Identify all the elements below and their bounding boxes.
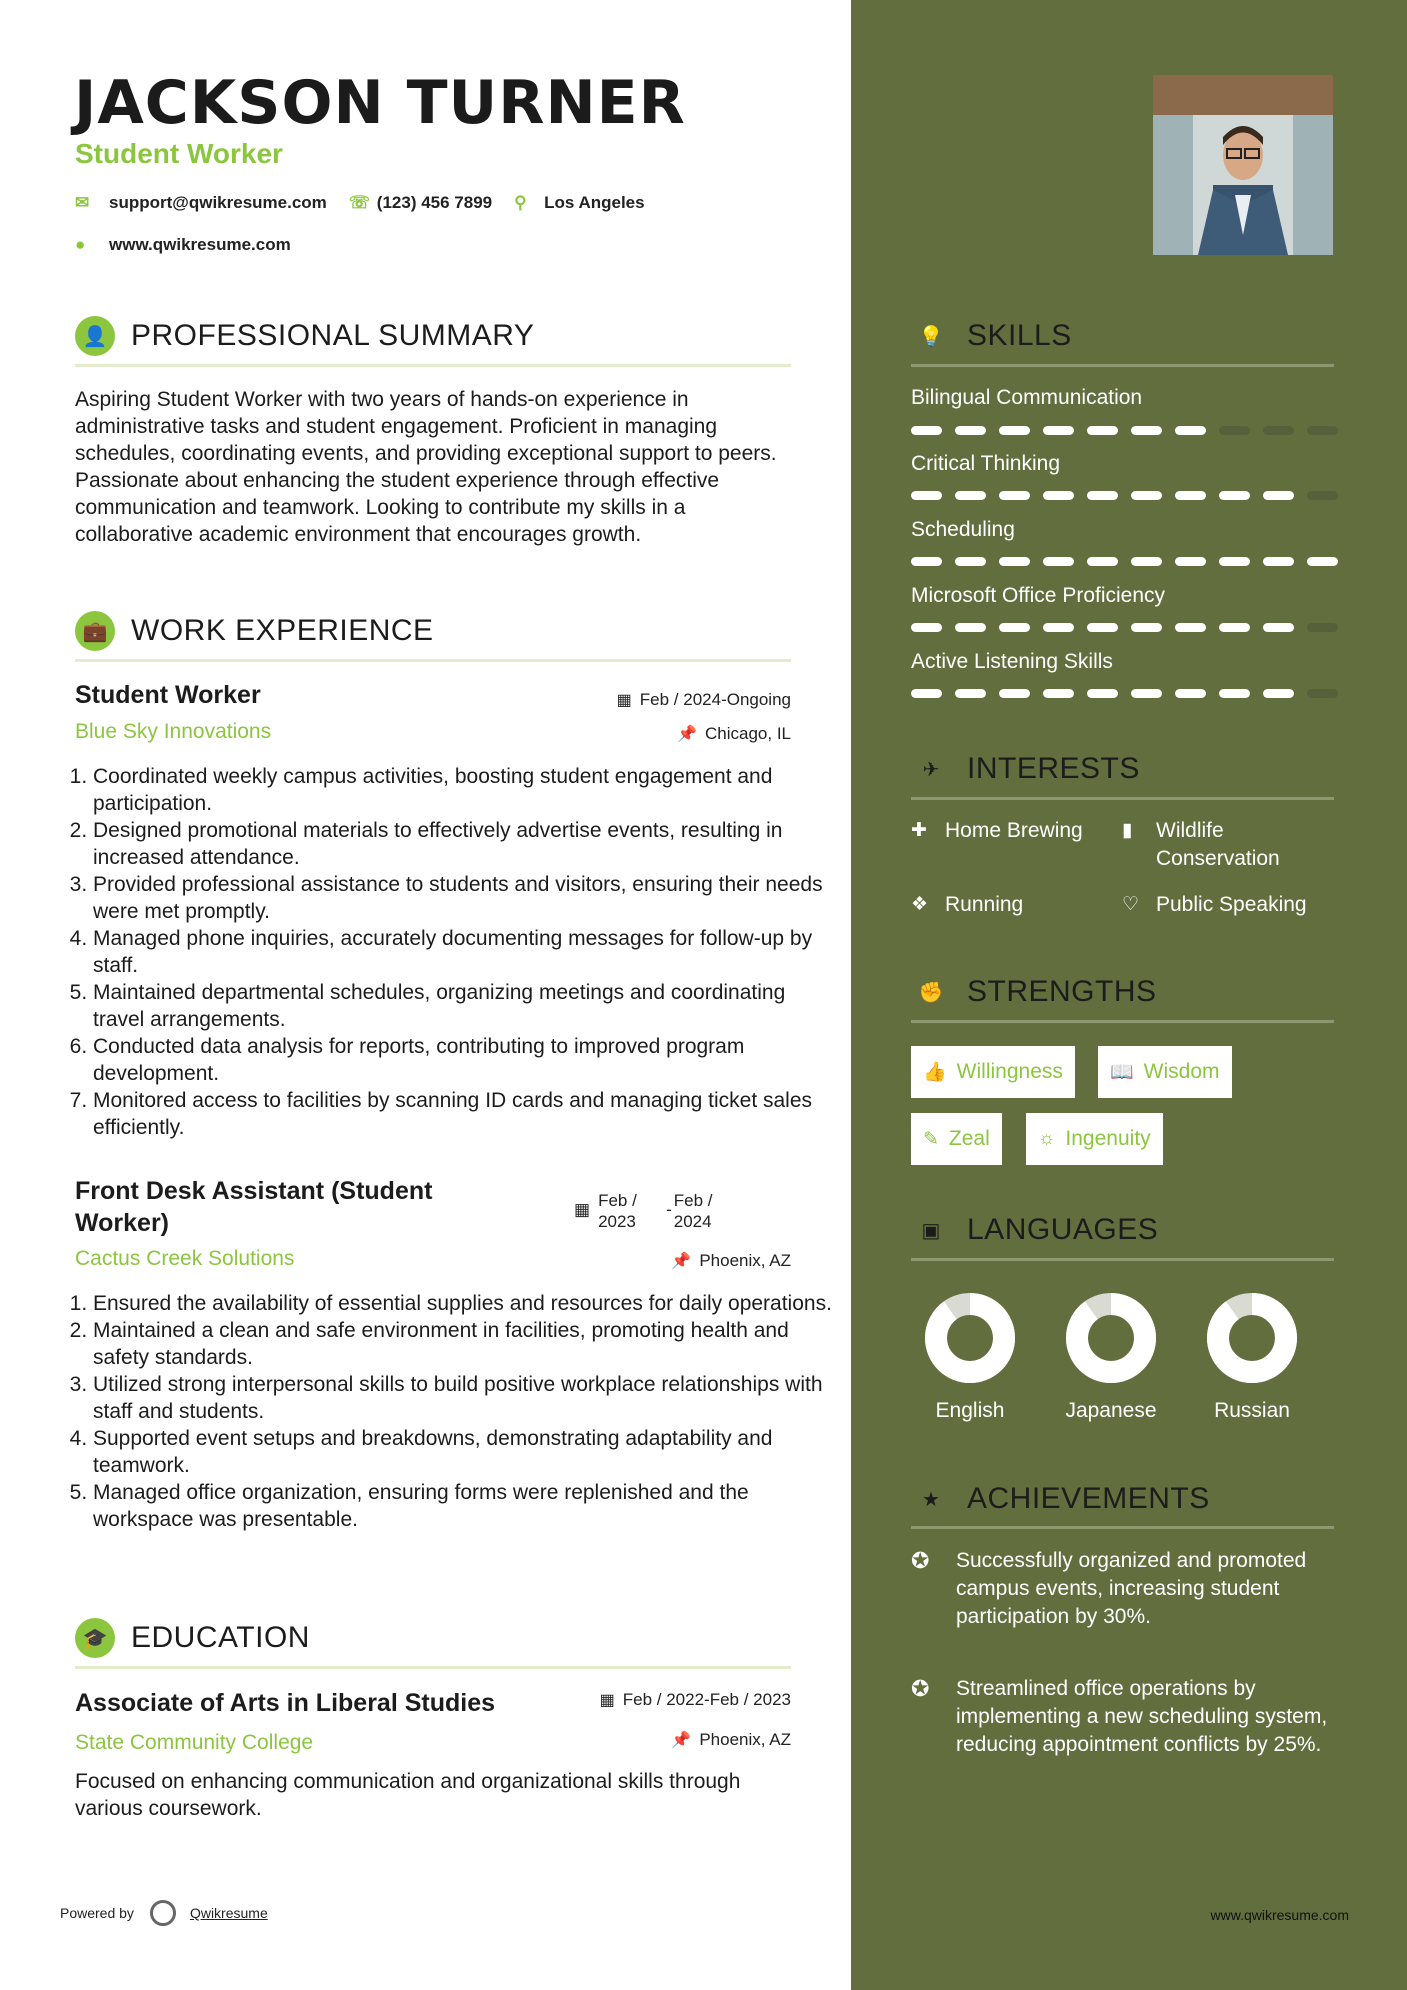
school-name: State Community College: [75, 1731, 314, 1754]
donut-fill: [1077, 1304, 1145, 1372]
lightbulb-icon: 💡: [918, 325, 944, 348]
powered-by-label: Powered by: [60, 1905, 134, 1921]
powered-by: [60, 1900, 268, 1926]
job-date-start: Feb / 2023: [598, 1191, 637, 1231]
skill-dash: [1219, 557, 1250, 566]
degree-title: Associate of Arts in Liberal Studies: [75, 1689, 496, 1717]
skill-dash: [1087, 689, 1118, 698]
pen-icon: ✎: [923, 1128, 939, 1150]
skill-dash: [1043, 689, 1074, 698]
pin-icon: 📌: [671, 1732, 692, 1749]
skill-level-bar: [911, 623, 1351, 632]
experience-heading: [75, 611, 434, 651]
skills-heading: [911, 316, 1072, 356]
paper-plane-icon: ✈: [922, 758, 940, 781]
skill-dash: [1175, 689, 1206, 698]
list-item: 2. Maintained a clean and safe environment in facilities, promoting health and safety standards.: [93, 1317, 833, 1371]
skill-dash: [999, 426, 1030, 435]
calendar-icon: ▦: [574, 1200, 591, 1219]
job-date-end: Feb / 2024: [673, 1191, 713, 1231]
briefcase-icon: 💼: [75, 611, 115, 651]
interest-item: [911, 817, 1083, 845]
skill-dash: [1131, 426, 1162, 435]
skill-name: Bilingual Communication: [911, 386, 1143, 409]
skill-dash: [1175, 623, 1206, 632]
interest-label: Home Brewing: [945, 819, 1083, 842]
skill-dash: [1175, 491, 1206, 500]
skill-dash: [955, 557, 986, 566]
language-name: Russian: [1214, 1399, 1290, 1422]
languages-heading: [911, 1210, 1158, 1250]
divider: [75, 364, 791, 367]
section-title: STRENGTHS: [967, 975, 1157, 1008]
website-link[interactable]: www.qwikresume.com: [109, 235, 291, 254]
skill-dash: [999, 557, 1030, 566]
job-location-text: Phoenix, AZ: [699, 1251, 791, 1270]
donut-fill: [1218, 1304, 1286, 1372]
strength-label: Wisdom: [1143, 1060, 1220, 1083]
skill-dash: [1087, 557, 1118, 566]
skill-dash: [999, 491, 1030, 500]
job-location: [671, 1251, 791, 1271]
skill-dash: [1043, 426, 1074, 435]
book-icon: 📖: [1110, 1062, 1134, 1083]
education-location: [671, 1730, 791, 1750]
job-location-text: Chicago, IL: [705, 724, 791, 743]
section-title: INTERESTS: [967, 752, 1140, 785]
section-title: EDUCATION: [131, 1621, 310, 1654]
user-icon: 👤: [75, 316, 115, 356]
skill-dash: [1307, 623, 1338, 632]
job-location: [677, 724, 791, 744]
skill-dash: [955, 491, 986, 500]
skill-dash: [999, 623, 1030, 632]
map-pin-icon: ⚲: [514, 193, 527, 212]
skill-level-bar: [911, 689, 1351, 698]
language-donut: [1065, 1292, 1157, 1384]
divider: [911, 1020, 1334, 1023]
skill-level-bar: [911, 557, 1351, 566]
pin-icon: 📌: [671, 1253, 692, 1270]
education-description: Focused on enhancing communication and organizational skills through various coursework.: [75, 1770, 741, 1820]
strength-badge: [1098, 1046, 1232, 1098]
language-donut: [924, 1292, 1016, 1384]
list-item: 1. Ensured the availability of essential supplies and resources for daily operations.: [93, 1290, 833, 1317]
list-item: 6. Conducted data analysis for reports, contributing to improved program development.: [93, 1033, 833, 1087]
language-icon: ▣: [921, 1219, 941, 1242]
list-item: 3. Utilized strong interpersonal skills to build positive workplace relationships with staff and students.: [93, 1371, 833, 1425]
job-company: Cactus Creek Solutions: [75, 1247, 295, 1270]
job-role: Front Desk Assistant (Student Worker): [75, 1177, 433, 1237]
email-link[interactable]: support@qwikresume.com: [109, 193, 327, 212]
education-location-text: Phoenix, AZ: [699, 1730, 791, 1749]
skill-level-bar: [911, 426, 1351, 435]
skill-dash: [1175, 426, 1206, 435]
calendar-icon: ▦: [599, 1692, 615, 1709]
calendar-icon: ▦: [616, 692, 632, 709]
interest-label: Public Speaking: [1156, 893, 1307, 916]
skill-dash: [1131, 689, 1162, 698]
strength-label: Zeal: [948, 1127, 990, 1150]
skill-dash: [1087, 491, 1118, 500]
skill-dash: [1043, 491, 1074, 500]
job-company: Blue Sky Innovations: [75, 720, 272, 743]
heartbeat-icon: ♡: [1122, 894, 1140, 915]
star-icon: ✪: [911, 1676, 930, 1701]
skill-dash: [1131, 557, 1162, 566]
language-name: English: [935, 1399, 1005, 1422]
skill-dash: [1263, 426, 1294, 435]
achievement-item: [911, 1547, 1331, 1631]
skill-dash: [1087, 623, 1118, 632]
achievements-heading: [911, 1479, 1210, 1519]
education-dates: [600, 1690, 791, 1710]
list-item: 5. Managed office organization, ensuring forms were replenished and the workspace was presentable.: [93, 1479, 833, 1533]
section-title: PROFESSIONAL SUMMARY: [131, 319, 535, 352]
skill-name: Microsoft Office Proficiency: [911, 584, 1166, 607]
graduation-cap-icon: 🎓: [75, 1618, 115, 1658]
divider: [911, 1526, 1334, 1529]
skill-dash: [1131, 623, 1162, 632]
section-title: SKILLS: [967, 319, 1072, 352]
skill-dash: [911, 623, 942, 632]
skill-dash: [1219, 689, 1250, 698]
interest-item: [1122, 891, 1307, 919]
strengths-heading: [911, 972, 1157, 1012]
skill-dash: [1043, 623, 1074, 632]
list-item: 5. Maintained departmental schedules, organizing meetings and coordinating travel arrangements.: [93, 979, 833, 1033]
list-item: 4. Supported event setups and breakdowns, demonstrating adaptability and teamwork.: [93, 1425, 833, 1479]
language-donut: [1206, 1292, 1298, 1384]
skill-name: Scheduling: [911, 518, 1015, 541]
skill-dash: [1131, 491, 1162, 500]
skill-dash: [1263, 557, 1294, 566]
skill-dash: [955, 623, 986, 632]
list-item: 1. Coordinated weekly campus activities, boosting student engagement and participation.: [93, 763, 833, 817]
summary-heading: [75, 316, 534, 356]
section-title: LANGUAGES: [967, 1213, 1159, 1246]
job-role: Student Worker: [75, 681, 261, 709]
skill-dash: [1219, 623, 1250, 632]
list-item: 7. Monitored access to facilities by scanning ID cards and managing ticket sales efficiently.: [93, 1087, 833, 1141]
skill-dash: [911, 689, 942, 698]
skill-dash: [1307, 491, 1338, 500]
list-item: 4. Managed phone inquiries, accurately documenting messages for follow-up by staff.: [93, 925, 833, 979]
list-item: 2. Designed promotional materials to effectively advertise events, resulting in increased attendance.: [93, 817, 833, 871]
education-dates-text: Feb / 2022-Feb / 2023: [622, 1690, 791, 1709]
date-separator: -: [666, 1200, 672, 1219]
interest-label: Wildlife Conservation: [1156, 819, 1280, 870]
divider: [911, 1258, 1334, 1261]
section-title: WORK EXPERIENCE: [131, 614, 434, 647]
puzzle-icon: ✚: [911, 820, 927, 841]
summary-text: Aspiring Student Worker with two years of hands-on experience in administrative tasks and student engagement. Proficient in managing schedules, coordinating events, and providing exceptional support to peers. Passionate about enhancing the student experience through effective communication and teamwork. Looking to contribute my skills in a collaborative academic environment that encourages growth.: [75, 388, 777, 546]
skill-dash: [911, 491, 942, 500]
skill-dash: [1307, 689, 1338, 698]
location-text: Los Angeles: [544, 193, 645, 212]
strength-badge: [1026, 1113, 1163, 1165]
skill-dash: [1263, 491, 1294, 500]
interest-item: [911, 891, 1023, 919]
phone-icon: ☏: [348, 193, 371, 212]
contact-row-2: [75, 235, 313, 255]
job-duties: [54, 763, 833, 1141]
job-dates-text: Feb / 2024-Ongoing: [639, 690, 791, 709]
language-name: Japanese: [1065, 1399, 1157, 1422]
skill-dash: [1307, 557, 1338, 566]
interests-heading: [911, 749, 1140, 789]
strength-badge: [911, 1113, 1002, 1165]
interest-label: Running: [945, 893, 1024, 916]
skill-dash: [1175, 557, 1206, 566]
footer-url[interactable]: www.qwikresume.com: [1210, 1907, 1349, 1923]
profile-photo: [1153, 75, 1333, 255]
achievement-text: Streamlined office operations by implementing a new scheduling system, reducing appointment conflicts by 25%.: [956, 1677, 1328, 1756]
qwikresume-link[interactable]: Qwikresume: [189, 1905, 268, 1921]
skill-dash: [955, 426, 986, 435]
list-item: 3. Provided professional assistance to students and visitors, ensuring their needs were met promptly.: [93, 871, 833, 925]
divider: [75, 1666, 791, 1669]
divider: [911, 797, 1334, 800]
skill-dash: [955, 689, 986, 698]
job-dates: [574, 1190, 722, 1232]
skill-dash: [911, 426, 942, 435]
strength-label: Ingenuity: [1065, 1127, 1151, 1150]
thumbs-up-icon: 👍: [923, 1062, 947, 1083]
strength-badge: [911, 1046, 1075, 1098]
skill-level-bar: [911, 491, 1351, 500]
skill-dash: [1219, 491, 1250, 500]
achievement-text: Successfully organized and promoted campus events, increasing student participation by 30%.: [956, 1549, 1307, 1628]
interest-item: [1122, 817, 1312, 873]
divider: [911, 364, 1334, 367]
skill-dash: [1307, 426, 1338, 435]
star-icon: ★: [922, 1488, 940, 1511]
lightbulb-icon: ☼: [1038, 1128, 1056, 1149]
job-dates: [617, 690, 791, 710]
fist-icon: ✊: [918, 981, 944, 1004]
skill-dash: [911, 557, 942, 566]
pin-icon: 📌: [677, 726, 697, 743]
contact-row-1: [75, 193, 667, 213]
achievement-item: [911, 1675, 1331, 1759]
book-icon: ▮: [1122, 820, 1133, 841]
star-icon: ✪: [911, 1548, 930, 1573]
envelope-icon: ✉: [75, 193, 90, 212]
education-heading: [75, 1618, 310, 1658]
section-title: ACHIEVEMENTS: [967, 1482, 1210, 1515]
paw-icon: ❖: [911, 894, 929, 915]
skill-dash: [1263, 689, 1294, 698]
phone-text[interactable]: (123) 456 7899: [376, 193, 493, 212]
strength-label: Willingness: [956, 1060, 1063, 1083]
skill-dash: [1043, 557, 1074, 566]
divider: [75, 659, 791, 662]
qwikresume-logo-icon: [150, 1900, 176, 1926]
globe-icon: ●: [75, 235, 86, 254]
candidate-name: JACKSON TURNER: [74, 68, 686, 138]
skill-dash: [1087, 426, 1118, 435]
skill-name: Critical Thinking: [911, 452, 1060, 475]
job-duties: [54, 1290, 833, 1533]
candidate-title: Student Worker: [75, 138, 283, 169]
skill-name: Active Listening Skills: [911, 650, 1113, 673]
skill-dash: [999, 689, 1030, 698]
skill-dash: [1263, 623, 1294, 632]
donut-fill: [936, 1304, 1004, 1372]
skill-dash: [1219, 426, 1250, 435]
